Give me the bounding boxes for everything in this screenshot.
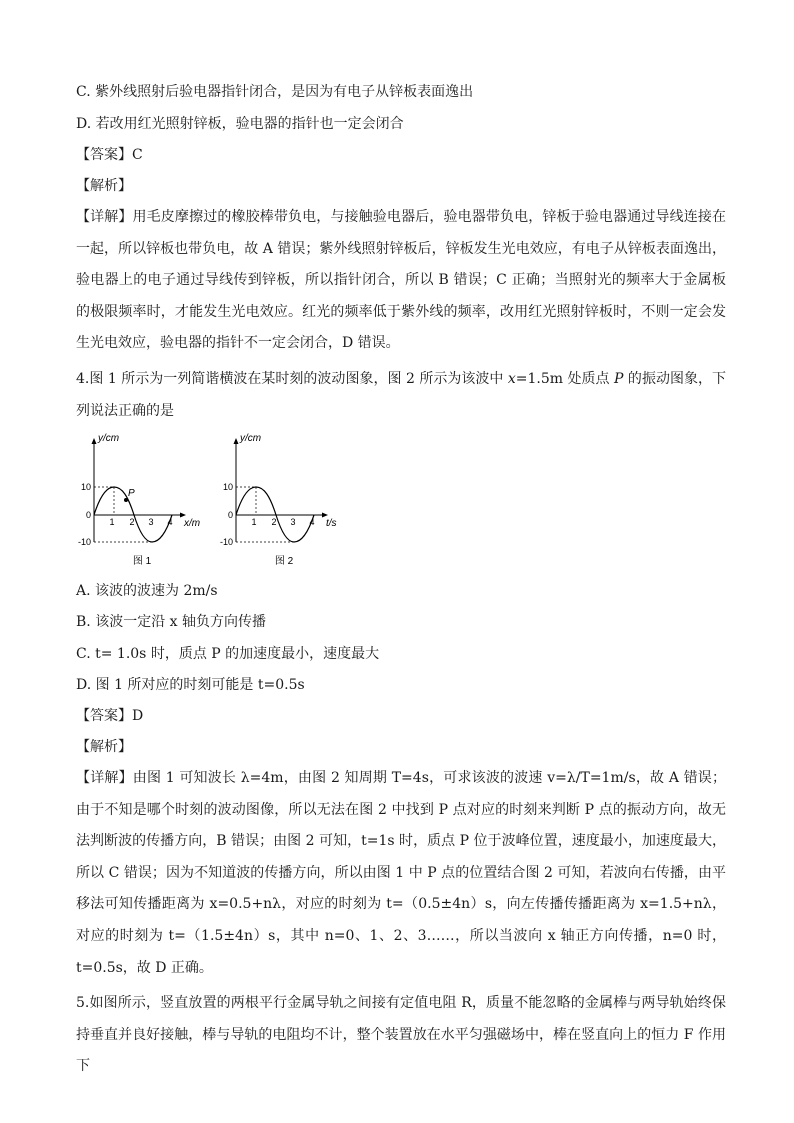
fig2-y-arrow	[234, 438, 239, 444]
fig2-x-tick-2: 2	[271, 517, 277, 527]
q4-stem-x: x	[507, 371, 516, 387]
fig1-x-label: x/m	[184, 518, 201, 529]
q3-answer: 【答案】C	[76, 147, 143, 163]
q4-option-b: B. 该波一定沿 x 轴负方向传播	[76, 614, 266, 630]
fig1-caption: 图 1	[132, 556, 152, 567]
fig2-x-tick-1: 1	[251, 517, 257, 527]
figure-1-svg	[72, 430, 207, 570]
q4-answer: 【答案】D	[76, 708, 144, 724]
q5-stem: 5.如图所示，竖直放置的两根平行金属导轨之间接有定值电阻 R，质量不能忽略的金属棒与两导轨始终保持垂直并良好接触，棒与导轨的电阻均不计，整个装置放在水平匀强磁场中，棒在竖直向上的恒力 F 作用下	[76, 995, 726, 1075]
q4-detail: 【详解】由图 1 可知波长 λ=4m，由图 2 知周期 T=4s，可求该波的波速 v=λ/T=1m/s，故 A 错误；由于不知是哪个时刻的波动图像，所以无法在图 2 中找到 P 点对应的时刻来判断 P 点的振动方向，故无法判断波的传播方向，B 错误；由图 2 可知，t=1s 时，质点 P 位于波峰位置，速度最小，加速度最大，所以 C 错误；因为不知道波的传播方向，所以由图 1 中 P 点的位置结合图 2 可知，若波向右传播，由平移法可知传播距离为 x=0.5+nλ，对应的时刻为 t=（0.5±4n）s，向左传播传播距离为 x=1.5+nλ，对应的时刻为 t=（1.5±4n）s，其中 n=0、1、2、3……，所以当波向 x 轴正方向传播，n=0 时，t=0.5s，故 D 正确。	[76, 770, 726, 976]
q4-stem	[76, 364, 726, 427]
fig1-y-tick-10: 10	[80, 482, 91, 492]
figure-1-wave-graph	[72, 430, 207, 570]
fig1-x-tick-4: 4	[167, 517, 173, 527]
fig1-y-arrow	[92, 438, 97, 444]
q3-option-c: C. 紫外线照射后验电器指针闭合，是因为有电子从锌板表面逸出	[76, 84, 474, 100]
fig2-y-tick-10: 10	[222, 482, 233, 492]
figure-2-svg	[214, 430, 349, 570]
q4-stem-c: 的振动图象，下列说法正确的是	[76, 371, 727, 419]
q4-stem-b: =1.5m 处质点	[515, 371, 615, 387]
q4-stem-a: 4.图 1 所示为一列简谐横波在某时刻的波动图象，图 2 所示为该波中	[76, 371, 508, 387]
fig1-x-tick-3: 3	[148, 517, 154, 527]
fig2-x-arrow	[322, 513, 328, 518]
q3-analysis-label: 【解析】	[76, 178, 132, 194]
fig1-x-tick-1: 1	[109, 517, 115, 527]
fig1-point-label: P	[128, 488, 135, 499]
figure-2-vibration-graph	[214, 430, 349, 570]
fig1-x-tick-2: 2	[129, 517, 135, 527]
fig1-y-tick-0: 0	[85, 510, 91, 520]
q4-stem-p: P	[614, 371, 624, 387]
fig1-x-arrow	[180, 513, 186, 518]
fig1-y-tick-neg10: -10	[77, 537, 91, 547]
fig2-x-tick-3: 3	[290, 517, 296, 527]
q4-option-d: D. 图 1 所对应的时刻可能是 t=0.5s	[76, 677, 305, 693]
fig2-y-tick-0: 0	[227, 510, 233, 520]
q4-option-c: C. t= 1.0s 时，质点 P 的加速度最小，速度最大	[76, 646, 380, 662]
fig2-caption: 图 2	[274, 556, 294, 567]
fig2-x-label: t/s	[326, 518, 337, 529]
fig1-y-label: y/cm	[98, 433, 120, 444]
q4-option-a: A. 该波的波速为 2m/s	[76, 583, 218, 599]
q3-detail: 【详解】用毛皮摩擦过的橡胶棒带负电，与接触验电器后，验电器带负电，锌板于验电器通过导线连接在一起，所以锌板也带负电，故 A 错误；紫外线照射锌板后，锌板发生光电效应，有电子从锌板表面逸出，验电器上的电子通过导线传到锌板，所以指针闭合，所以 B 错误；C 正确；当照射光的频率大于金属板的极限频率时，才能发生光电效应。红光的频率低于紫外线的频率，改用红光照射锌板时，不则一定会发生光电效应，验电器的指针不一定会闭合，D 错误。	[76, 209, 726, 352]
q3-option-d: D. 若改用红光照射锌板，验电器的指针也一定会闭合	[76, 116, 404, 132]
fig2-y-tick-neg10: -10	[219, 537, 233, 547]
fig2-y-label: y/cm	[240, 433, 262, 444]
q4-analysis-label: 【解析】	[76, 739, 132, 755]
fig2-x-tick-4: 4	[309, 517, 315, 527]
